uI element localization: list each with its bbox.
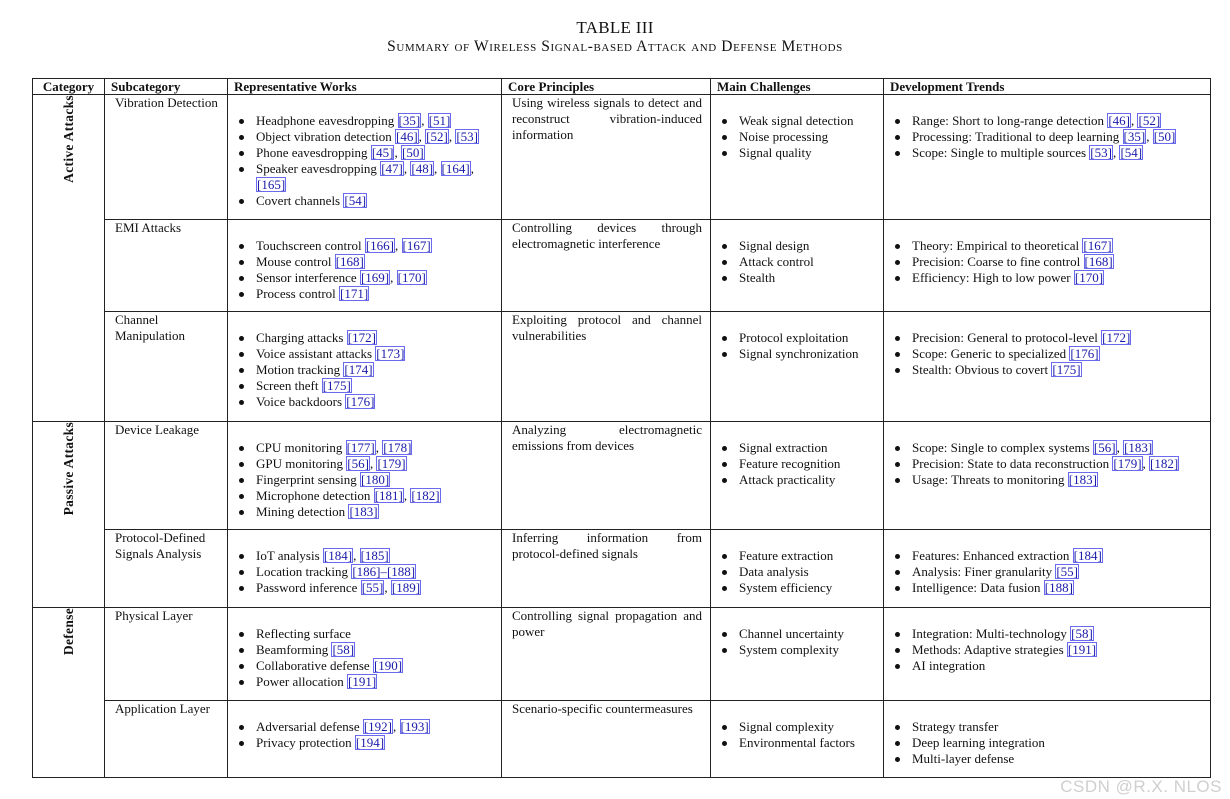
work-item (256, 254, 497, 270)
item-text: Precision: General to protocol-level (912, 330, 1102, 345)
citation-link[interactable]: [177] (346, 440, 375, 455)
challenge-item: Environmental factors (739, 735, 879, 751)
challenge-item-list (711, 608, 883, 658)
trends-cell (884, 608, 1211, 701)
watermark: CSDN @R.X. NLOS (1060, 777, 1222, 796)
works-cell (228, 220, 502, 312)
citation-link[interactable]: [166] (365, 238, 394, 253)
work-item (256, 238, 497, 254)
item-text: , (1130, 113, 1138, 128)
citation-link[interactable]: [183] (1124, 440, 1153, 455)
trend-item (912, 440, 1206, 456)
trends-cell (884, 95, 1211, 220)
citation-link[interactable]: [47] (381, 161, 403, 176)
item-text: , (395, 238, 402, 253)
item-text: , (375, 440, 383, 455)
item-text: Screen theft (256, 378, 322, 393)
challenge-item: Attack practicality (739, 472, 879, 488)
challenge-item: Feature extraction (739, 548, 879, 564)
works-cell (228, 312, 502, 422)
work-item-list (228, 312, 501, 410)
citation-link[interactable]: [52] (426, 129, 448, 144)
work-item (256, 378, 497, 394)
citation-link[interactable]: [183] (349, 504, 378, 519)
work-item (256, 286, 497, 302)
citation-link[interactable]: [54] (344, 193, 367, 208)
citation-link[interactable]: [54] (1120, 145, 1143, 160)
works-cell (228, 422, 502, 530)
challenge-item-list (711, 530, 883, 596)
citation-link[interactable]: [182] (1150, 456, 1179, 471)
challenge-item-list (711, 422, 883, 488)
principle-cell: Controlling signal propagation and power (502, 608, 711, 701)
item-text: Sensor interference (256, 270, 360, 285)
challenge-item-list (711, 312, 883, 362)
trends-cell (884, 312, 1211, 422)
trend-item-list (884, 701, 1210, 767)
item-text: Usage: Threats to monitoring (912, 472, 1068, 487)
challenges-cell (711, 422, 884, 530)
citation-link[interactable]: [194] (355, 735, 385, 750)
citation-link[interactable]: [184] (1073, 548, 1102, 563)
citation-link[interactable]: [55] (361, 580, 384, 595)
item-text: , (390, 270, 397, 285)
work-item (256, 488, 497, 504)
header-main-challenges: Main Challenges (711, 79, 884, 95)
works-cell (228, 95, 502, 220)
citation-link[interactable]: [164] (441, 161, 470, 176)
challenge-item: Feature recognition (739, 456, 879, 472)
citation-link[interactable]: [52] (1138, 113, 1161, 128)
work-item (256, 564, 497, 580)
citation-link[interactable]: [58] (1071, 626, 1093, 641)
trend-item (912, 129, 1206, 145)
trend-item (912, 346, 1206, 362)
table-row (33, 95, 1211, 220)
citation-link[interactable]: [183] (1068, 472, 1097, 487)
citation-link[interactable]: [180] (361, 472, 390, 487)
table-title: Summary of Wireless Signal-based Attack and Defense Methods (387, 38, 843, 55)
category-label: Defense (60, 608, 76, 656)
trend-item (912, 751, 1206, 767)
item-text: , (1146, 129, 1153, 144)
trends-cell (884, 220, 1211, 312)
principle-cell: Scenario-specific countermeasures (502, 701, 711, 778)
work-item-list (228, 422, 501, 520)
item-text: Phone eavesdropping (256, 145, 371, 160)
citation-link[interactable]: [192] (363, 719, 393, 734)
principle-cell: Using wireless signals to detect and reconstruct vibration-induced information (502, 95, 711, 220)
challenge-item: Signal design (739, 238, 879, 254)
work-item (256, 193, 497, 209)
item-text: Scope: Single to multiple sources (912, 145, 1090, 160)
item-text: Reflecting surface (256, 626, 351, 641)
citation-link[interactable]: [175] (322, 378, 351, 393)
challenge-item: Protocol exploitation (739, 330, 879, 346)
citation-link[interactable]: [191] (347, 674, 377, 689)
citation-link[interactable]: [174] (344, 362, 373, 377)
citation-link[interactable]: [51] (428, 113, 451, 128)
citation-link[interactable]: [50] (1153, 129, 1176, 144)
item-text: , (403, 161, 411, 176)
subcategory-cell: Vibration Detection (105, 95, 228, 220)
challenges-cell (711, 530, 884, 608)
work-item (256, 362, 497, 378)
subcategory-cell: Protocol-Defined Signals Analysis (105, 530, 228, 608)
work-item (256, 658, 497, 674)
trend-item (912, 330, 1206, 346)
work-item (256, 440, 497, 456)
header-representative-works: Representative Works (228, 79, 502, 95)
work-item (256, 580, 497, 596)
subcategory-cell: Channel Manipulation (105, 312, 228, 422)
table-row (33, 608, 1211, 701)
header-category: Category (33, 79, 105, 95)
work-item (256, 456, 497, 472)
item-text: Headphone eavesdropping (256, 113, 398, 128)
challenges-cell (711, 312, 884, 422)
citation-link[interactable]: [186]–[188] (352, 564, 416, 579)
citation-link[interactable]: [176] (1070, 346, 1099, 361)
works-cell (228, 608, 502, 701)
work-item-list (228, 220, 501, 302)
trend-item-list (884, 608, 1210, 674)
item-text: Multi-layer defense (912, 751, 1015, 766)
work-item (256, 719, 497, 735)
trend-item (912, 238, 1206, 254)
item-text: Mouse control (256, 254, 335, 269)
challenge-item: Weak signal detection (739, 113, 879, 129)
citation-link[interactable]: [56] (347, 456, 369, 471)
principle-cell: Controlling devices through electromagnetic interference (502, 220, 711, 312)
citation-link[interactable]: [188] (1044, 580, 1073, 595)
item-text: AI integration (912, 658, 986, 673)
citation-link[interactable]: [53] (1090, 145, 1112, 160)
challenge-item: Noise processing (739, 129, 879, 145)
trend-item (912, 564, 1206, 580)
trend-item-list (884, 422, 1210, 488)
trend-item-list (884, 220, 1210, 286)
citation-link[interactable]: [175] (1052, 362, 1081, 377)
category-label: Active Attacks (60, 95, 76, 183)
citation-link[interactable]: [167] (1083, 238, 1112, 253)
citation-link[interactable]: [170] (397, 270, 426, 285)
work-item (256, 626, 497, 642)
challenge-item: Signal synchronization (739, 346, 879, 362)
citation-link[interactable]: [171] (340, 286, 369, 301)
citation-link[interactable]: [35] (1123, 129, 1146, 144)
trend-item-list (884, 530, 1210, 596)
work-item-list (228, 608, 501, 690)
item-text: , (393, 719, 400, 734)
challenge-item: Stealth (739, 270, 879, 286)
item-text: Adversarial defense (256, 719, 363, 734)
citation-link[interactable]: [173] (376, 346, 405, 361)
header-core-principles: Core Principles (502, 79, 711, 95)
trend-item (912, 113, 1206, 129)
challenge-item: System efficiency (739, 580, 879, 596)
item-text: , (470, 161, 474, 176)
item-text: , (434, 161, 441, 176)
item-text: Efficiency: High to low power (912, 270, 1074, 285)
item-text: Theory: Empirical to theoretical (912, 238, 1083, 253)
item-text: Beamforming (256, 642, 332, 657)
item-text: , (353, 548, 360, 563)
work-item (256, 674, 497, 690)
item-text: Microphone detection (256, 488, 374, 503)
item-text: Methods: Adaptive strategies (912, 642, 1067, 657)
trend-item (912, 626, 1206, 642)
challenges-cell (711, 608, 884, 701)
trend-item (912, 270, 1206, 286)
work-item (256, 346, 497, 362)
challenge-item: Data analysis (739, 564, 879, 580)
work-item-list (228, 95, 501, 209)
citation-link[interactable]: [184] (323, 548, 353, 563)
item-text: Deep learning integration (912, 735, 1045, 750)
citation-link[interactable]: [191] (1067, 642, 1097, 657)
item-text: Scope: Single to complex systems (912, 440, 1093, 455)
trends-cell (884, 530, 1211, 608)
summary-table (32, 78, 1211, 778)
table-body (33, 95, 1211, 778)
item-text: GPU monitoring (256, 456, 347, 471)
table-row (33, 701, 1211, 778)
citation-link[interactable]: [58] (332, 642, 355, 657)
item-text: Touchscreen control (256, 238, 365, 253)
header-row (33, 79, 1211, 95)
citation-link[interactable]: [45] (371, 145, 394, 160)
item-text: , (448, 129, 456, 144)
citation-link[interactable]: [50] (401, 145, 424, 160)
item-text: , (384, 580, 391, 595)
work-item-list (228, 530, 501, 596)
citation-link[interactable]: [167] (402, 238, 431, 253)
citation-link[interactable]: [170] (1074, 270, 1104, 285)
trend-item-list (884, 312, 1210, 378)
item-text: Voice backdoors (256, 394, 346, 409)
citation-link[interactable]: [46] (1108, 113, 1130, 128)
citation-link[interactable]: [179] (377, 456, 406, 471)
challenge-item-list (711, 220, 883, 286)
citation-link[interactable]: [48] (411, 161, 434, 176)
item-text: , (403, 488, 411, 503)
item-text: IoT analysis (256, 548, 323, 563)
item-text: Covert channels (256, 193, 344, 208)
category-label: Passive Attacks (60, 422, 76, 516)
work-item (256, 504, 497, 520)
category-cell (33, 422, 105, 608)
work-item (256, 394, 497, 410)
item-text: Voice assistant attacks (256, 346, 376, 361)
work-item (256, 735, 497, 751)
citation-link[interactable]: [46] (395, 129, 418, 144)
work-item-list (228, 701, 501, 751)
trend-item (912, 362, 1206, 378)
subcategory-cell: Device Leakage (105, 422, 228, 530)
principle-cell: Inferring information from protocol-defined signals (502, 530, 711, 608)
item-text: Object vibration detection (256, 129, 395, 144)
citation-link[interactable]: [165] (257, 177, 286, 192)
item-text: Integration: Multi-technology (912, 626, 1071, 641)
citation-link[interactable]: [179] (1113, 456, 1142, 471)
challenge-item: Attack control (739, 254, 879, 270)
citation-link[interactable]: [169] (360, 270, 390, 285)
trend-item-list (884, 95, 1210, 161)
work-item (256, 145, 497, 161)
citation-link[interactable]: [185] (360, 548, 389, 563)
challenge-item: Channel uncertainty (739, 626, 879, 642)
challenge-item-list (711, 701, 883, 751)
trend-item (912, 642, 1206, 658)
citation-link[interactable]: [168] (1084, 254, 1113, 269)
trends-cell (884, 701, 1211, 778)
item-text: Analysis: Finer granularity (912, 564, 1056, 579)
trend-item (912, 548, 1206, 564)
citation-link[interactable]: [193] (400, 719, 429, 734)
item-text: Mining detection (256, 504, 349, 519)
trend-item (912, 472, 1206, 488)
trends-cell (884, 422, 1211, 530)
item-text: Precision: Coarse to fine control (912, 254, 1084, 269)
item-text: Collaborative defense (256, 658, 373, 673)
citation-link[interactable]: [35] (398, 113, 421, 128)
subcategory-cell: Physical Layer (105, 608, 228, 701)
header-development-trends: Development Trends (884, 79, 1211, 95)
item-text: , (418, 129, 426, 144)
item-text: Location tracking (256, 564, 352, 579)
challenge-item: Signal complexity (739, 719, 879, 735)
category-cell (33, 95, 105, 422)
item-text: Processing: Traditional to deep learning (912, 129, 1123, 144)
item-text: Features: Enhanced extraction (912, 548, 1073, 563)
trend-item (912, 735, 1206, 751)
citation-link[interactable]: [190] (373, 658, 403, 673)
citation-link[interactable]: [176] (346, 394, 375, 409)
challenges-cell (711, 701, 884, 778)
item-text: CPU monitoring (256, 440, 346, 455)
work-item (256, 129, 497, 145)
challenge-item: Signal extraction (739, 440, 879, 456)
table-row (33, 422, 1211, 530)
subcategory-cell: EMI Attacks (105, 220, 228, 312)
challenge-item: Signal quality (739, 145, 879, 161)
item-text: , (369, 456, 377, 471)
item-text: Scope: Generic to specialized (912, 346, 1070, 361)
category-cell (33, 608, 105, 778)
item-text: Charging attacks (256, 330, 347, 345)
item-text: , (1142, 456, 1150, 471)
challenge-item: System complexity (739, 642, 879, 658)
citation-link[interactable]: [189] (391, 580, 421, 595)
item-text: Process control (256, 286, 340, 301)
principle-cell: Analyzing electromagnetic emissions from devices (502, 422, 711, 530)
item-text: , (1116, 440, 1124, 455)
citation-link[interactable]: [181] (374, 488, 403, 503)
trend-item (912, 456, 1206, 472)
item-text: Power allocation (256, 674, 347, 689)
challenge-item-list (711, 95, 883, 161)
item-text: , (421, 113, 428, 128)
item-text: Stealth: Obvious to covert (912, 362, 1052, 377)
table-row (33, 312, 1211, 422)
trend-item (912, 719, 1206, 735)
item-text: Precision: State to data reconstruction (912, 456, 1113, 471)
challenges-cell (711, 95, 884, 220)
item-text: Strategy transfer (912, 719, 999, 734)
table-row (33, 530, 1211, 608)
item-text: Fingerprint sensing (256, 472, 360, 487)
work-item (256, 161, 497, 193)
citation-link[interactable]: [168] (335, 254, 364, 269)
work-item (256, 270, 497, 286)
trend-item (912, 145, 1206, 161)
work-item (256, 642, 497, 658)
citation-link[interactable]: [55] (1056, 564, 1079, 579)
item-text: Password inference (256, 580, 361, 595)
item-text: Privacy protection (256, 735, 355, 750)
item-text: Range: Short to long-range detection (912, 113, 1108, 128)
work-item (256, 548, 497, 564)
trend-item (912, 658, 1206, 674)
citation-link[interactable]: [56] (1093, 440, 1116, 455)
challenges-cell (711, 220, 884, 312)
item-text: Speaker eavesdropping (256, 161, 381, 176)
header-subcategory: Subcategory (105, 79, 228, 95)
item-text: Motion tracking (256, 362, 344, 377)
works-cell (228, 530, 502, 608)
table-row (33, 220, 1211, 312)
item-text: , (394, 145, 401, 160)
work-item (256, 472, 497, 488)
work-item (256, 113, 497, 129)
table-number: TABLE III (576, 18, 654, 37)
work-item (256, 330, 497, 346)
trend-item (912, 580, 1206, 596)
principle-cell: Exploiting protocol and channel vulnerabilities (502, 312, 711, 422)
citation-link[interactable]: [172] (347, 330, 376, 345)
citation-link[interactable]: [172] (1102, 330, 1131, 345)
item-text: Intelligence: Data fusion (912, 580, 1044, 595)
item-text: , (1112, 145, 1120, 160)
trend-item (912, 254, 1206, 270)
citation-link[interactable]: [182] (411, 488, 440, 503)
works-cell (228, 701, 502, 778)
citation-link[interactable]: [178] (383, 440, 412, 455)
citation-link[interactable]: [53] (456, 129, 478, 144)
subcategory-cell: Application Layer (105, 701, 228, 778)
